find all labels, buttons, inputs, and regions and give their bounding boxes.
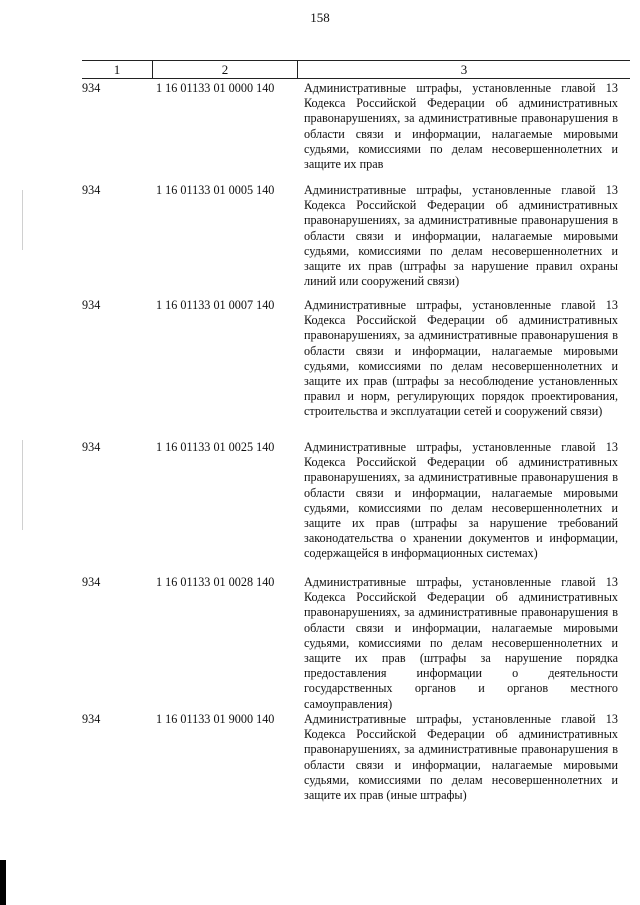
header-col-2: 2 bbox=[152, 61, 298, 78]
kbk-code: 1 16 01133 01 9000 140 bbox=[156, 712, 275, 726]
revenue-name: Административные штрафы, установленные главой 13 Кодекса Российской Федерации об административных правонарушениях, за административные правонарушения в области связи и информации, налагаемые мировыми судьями, комиссиями по делам несовершеннолетних и защите их прав bbox=[304, 81, 618, 172]
admin-code: 934 bbox=[82, 575, 101, 589]
revenue-name: Административные штрафы, установленные главой 13 Кодекса Российской Федерации об административных правонарушениях, за административные правонарушения в области связи и информации, налагаемые мировыми судьями, комиссиями по делам несовершеннолетних и защите их прав (штрафы за нарушение требований законодательства о хранении документов и информации, содержащейся в информационных системах) bbox=[304, 440, 618, 561]
revenue-name: Административные штрафы, установленные главой 13 Кодекса Российской Федерации об административных правонарушениях, за административные правонарушения в области связи и информации, налагаемые мировыми судьями, комиссиями по делам несовершеннолетних и защите их прав (штрафы за несоблюдение установленных правил и норм, регулирующих порядок проектирования, строительства и эксплуатации сетей и сооружений связи) bbox=[304, 298, 618, 419]
page-number: 158 bbox=[310, 10, 330, 25]
table-header bbox=[82, 60, 630, 79]
admin-code: 934 bbox=[82, 712, 101, 726]
kbk-code: 1 16 01133 01 0007 140 bbox=[156, 298, 275, 312]
admin-code: 934 bbox=[82, 298, 101, 312]
scan-edge-mark bbox=[0, 860, 6, 905]
kbk-code: 1 16 01133 01 0025 140 bbox=[156, 440, 275, 454]
revenue-name: Административные штрафы, установленные главой 13 Кодекса Российской Федерации об административных правонарушениях, за административные правонарушения в области связи и информации, налагаемые мировыми судьями, комиссиями по делам несовершеннолетних и защите их прав (иные штрафы) bbox=[304, 712, 618, 803]
admin-code: 934 bbox=[82, 440, 101, 454]
revenue-name: Административные штрафы, установленные главой 13 Кодекса Российской Федерации об административных правонарушениях, за административные правонарушения в области связи и информации, налагаемые мировыми судьями, комиссиями по делам несовершеннолетних и защите их прав (штрафы за нарушение правил охраны линий или сооружений связи) bbox=[304, 183, 618, 289]
kbk-code: 1 16 01133 01 0005 140 bbox=[156, 183, 275, 197]
kbk-code: 1 16 01133 01 0028 140 bbox=[156, 575, 275, 589]
scan-edge-mark bbox=[22, 440, 23, 530]
budget-code-table bbox=[82, 60, 630, 820]
header-col-1: 1 bbox=[113, 62, 121, 77]
table-row bbox=[82, 573, 630, 710]
table-row bbox=[82, 438, 630, 573]
table-row bbox=[82, 79, 630, 181]
table-row bbox=[82, 296, 630, 438]
table-row bbox=[82, 710, 630, 820]
scan-edge-mark bbox=[22, 190, 23, 250]
admin-code: 934 bbox=[82, 81, 101, 95]
kbk-code: 1 16 01133 01 0000 140 bbox=[156, 81, 275, 95]
admin-code: 934 bbox=[82, 183, 101, 197]
table-row bbox=[82, 181, 630, 296]
header-col-3: 3 bbox=[460, 62, 468, 77]
revenue-name: Административные штрафы, установленные главой 13 Кодекса Российской Федерации об административных правонарушениях, за административные правонарушения в области связи и информации, налагаемые мировыми судьями, комиссиями по делам несовершеннолетних и защите их прав (штрафы за нарушение порядка предоставления информации о деятельности государственных органов и органов местного самоуправления) bbox=[304, 575, 618, 711]
